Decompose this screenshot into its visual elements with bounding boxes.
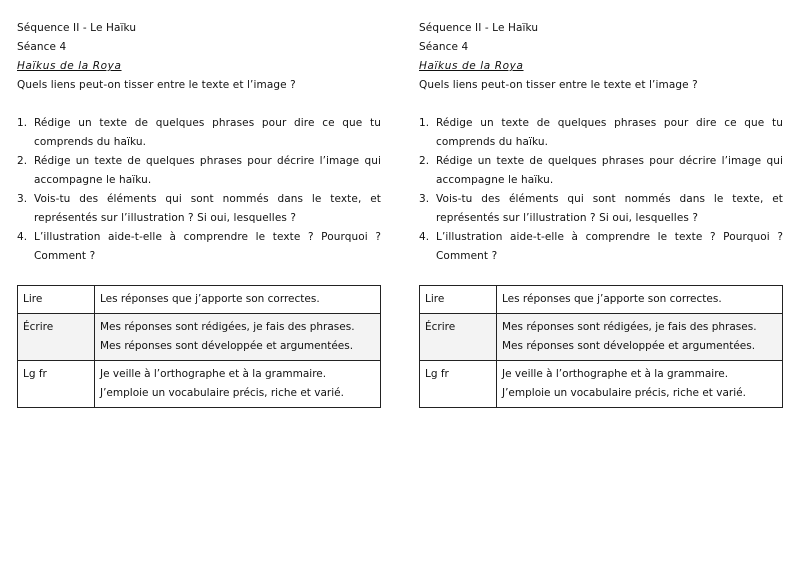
question-number: 1.: [17, 117, 28, 129]
question-number: 2.: [419, 155, 430, 167]
rubric-criterion: Écrire: [420, 314, 497, 361]
question-number: 3.: [17, 193, 28, 205]
rubric-criterion: Lire: [18, 286, 95, 314]
question-item: [419, 190, 783, 228]
question-text: Vois-tu des éléments qui sont nommés dans le texte, et représentés sur l’illustration ? Si oui, lesquelles ?: [436, 193, 783, 224]
question-text: Vois-tu des éléments qui sont nommés dans le texte, et représentés sur l’illustration ? Si oui, lesquelles ?: [34, 193, 381, 224]
rubric-line: Les réponses que j’apporte son correctes.: [100, 293, 320, 305]
session-title: Séance 4: [419, 41, 469, 53]
question-number: 4.: [17, 231, 28, 243]
rubric-criterion: Lg fr: [420, 361, 497, 408]
question-item: [17, 152, 381, 190]
rubric-row-lgfr: [420, 361, 783, 408]
question-item: [419, 152, 783, 190]
question-text: Rédige un texte de quelques phrases pour décrire l’image qui accompagne le haïku.: [436, 155, 783, 186]
subtitle: Haïkus de la Roya: [419, 60, 524, 72]
rubric-line: Mes réponses sont développée et argumentées.: [100, 340, 354, 352]
rubric-line: Mes réponses sont rédigées, je fais des phrases.: [502, 321, 757, 333]
guiding-question: Quels liens peut-on tisser entre le texte et l’image ?: [419, 79, 698, 91]
rubric-row-lire: [18, 286, 381, 314]
rubric-criterion: Écrire: [18, 314, 95, 361]
evaluation-rubric-table: [17, 285, 381, 408]
question-number: 1.: [419, 117, 430, 129]
rubric-description: [95, 286, 381, 314]
subtitle: Haïkus de la Roya: [17, 60, 122, 72]
question-list: [17, 114, 381, 266]
rubric-criterion: Lire: [420, 286, 497, 314]
question-item: [17, 114, 381, 152]
question-number: 2.: [17, 155, 28, 167]
rubric-description: [95, 361, 381, 408]
rubric-description: [95, 314, 381, 361]
question-item: [419, 114, 783, 152]
rubric-row-ecrire: [18, 314, 381, 361]
rubric-description: [497, 286, 783, 314]
rubric-line: Mes réponses sont développée et argumentées.: [502, 340, 756, 352]
rubric-row-lire: [420, 286, 783, 314]
rubric-line: Je veille à l’orthographe et à la grammaire.: [100, 368, 327, 380]
question-number: 3.: [419, 193, 430, 205]
session-title: Séance 4: [17, 41, 67, 53]
page-content: [419, 19, 783, 399]
rubric-description: [497, 361, 783, 408]
rubric-line: Je veille à l’orthographe et à la grammaire.: [502, 368, 729, 380]
evaluation-rubric-table: [419, 285, 783, 408]
rubric-criterion: Lg fr: [18, 361, 95, 408]
question-item: [419, 228, 783, 266]
rubric-row-ecrire: [420, 314, 783, 361]
rubric-row-lgfr: [18, 361, 381, 408]
question-item: [17, 190, 381, 228]
page-content: [17, 19, 381, 399]
worksheet-page-right: [402, 0, 800, 566]
question-list: [419, 114, 783, 266]
rubric-line: J’emploie un vocabulaire précis, riche et varié.: [100, 387, 344, 399]
question-item: [17, 228, 381, 266]
sequence-title: Séquence II - Le Haïku: [17, 22, 137, 34]
question-text: L’illustration aide-t-elle à comprendre le texte ? Pourquoi ? Comment ?: [436, 231, 783, 262]
rubric-line: J’emploie un vocabulaire précis, riche et varié.: [502, 387, 746, 399]
rubric-description: [497, 314, 783, 361]
question-text: L’illustration aide-t-elle à comprendre le texte ? Pourquoi ? Comment ?: [34, 231, 381, 262]
guiding-question: Quels liens peut-on tisser entre le texte et l’image ?: [17, 79, 296, 91]
question-number: 4.: [419, 231, 430, 243]
rubric-line: Mes réponses sont rédigées, je fais des phrases.: [100, 321, 355, 333]
question-text: Rédige un texte de quelques phrases pour décrire l’image qui accompagne le haïku.: [34, 155, 381, 186]
sequence-title: Séquence II - Le Haïku: [419, 22, 539, 34]
rubric-line: Les réponses que j’apporte son correctes.: [502, 293, 722, 305]
question-text: Rédige un texte de quelques phrases pour dire ce que tu comprends du haïku.: [34, 117, 381, 148]
question-text: Rédige un texte de quelques phrases pour dire ce que tu comprends du haïku.: [436, 117, 783, 148]
